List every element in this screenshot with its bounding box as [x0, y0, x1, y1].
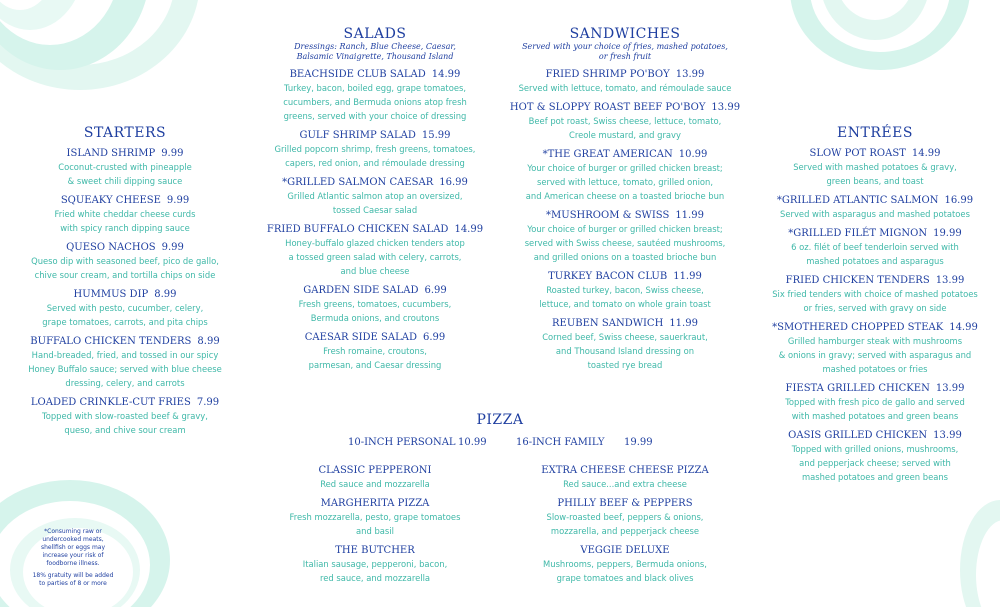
- menu-item-title: *GRILLED FILÉT MIGNON: [788, 228, 928, 239]
- menu-item-description: grape tomatoes and black olives: [556, 573, 694, 583]
- menu-item: [250, 284, 500, 325]
- menu-item-name: [500, 497, 750, 510]
- menu-item-name: [250, 223, 500, 236]
- menu-item-description: 6 oz. filét of beef tenderloin served with: [791, 242, 959, 252]
- menu-item-description: served with lettuce, tomato, grilled onion,: [536, 177, 714, 187]
- menu-item-description: and pepperjack cheese; served with: [799, 458, 951, 468]
- sandwiches-sub-line1: Served with your choice of fries, mashed potatoes,: [522, 42, 728, 51]
- menu-item-title: MARGHERITA PIZZA: [320, 498, 430, 509]
- menu-item-title: BUFFALO CHICKEN TENDERS: [30, 336, 192, 347]
- menu-item-description: and blue cheese: [340, 266, 410, 276]
- menu-item-price: 9.99: [161, 148, 184, 159]
- salads-list: [250, 68, 500, 372]
- menu-item-description: or fries, served with gravy on side: [803, 303, 947, 313]
- menu-item-name: [750, 194, 1000, 207]
- menu-item-description: Bermuda onions, and croutons: [310, 313, 440, 323]
- menu-item-name: [750, 429, 1000, 442]
- menu-item-description: Grilled hamburger steak with mushrooms: [787, 336, 963, 346]
- menu-item-name: [500, 270, 750, 283]
- pizza-size-family-label: 16-INCH FAMILY: [516, 437, 605, 448]
- menu-item-description: & onions in gravy; served with asparagus and: [778, 350, 972, 360]
- menu-item: [250, 464, 500, 491]
- menu-item: [0, 241, 250, 282]
- menu-item-description: and Thousand Island dressing on: [555, 346, 695, 356]
- starters-section: [0, 125, 250, 437]
- menu-item-title: GARDEN SIDE SALAD: [303, 285, 419, 296]
- menu-item-price: 11.99: [675, 210, 704, 221]
- menu-item: [500, 544, 750, 585]
- menu-item: [250, 68, 500, 123]
- menu-item-description: Served with lettuce, tomato, and rémoulade sauce: [518, 83, 732, 93]
- menu-item-description: Served with mashed potatoes & gravy,: [793, 162, 957, 172]
- menu-item-price: 14.99: [949, 322, 978, 333]
- note-line: 18% gratuity will be added: [32, 572, 114, 579]
- menu-item-description: green beans, and toast: [826, 176, 924, 186]
- menu-item-description: cucumbers, and Bermuda onions atop fresh: [283, 97, 467, 107]
- menu-item-name: [500, 209, 750, 222]
- menu-item-name: [250, 284, 500, 297]
- menu-item-description: Slow-roasted beef, peppers & onions,: [546, 512, 704, 522]
- menu-item-description: greens, served with your choice of dressing: [283, 111, 467, 121]
- menu-item-name: [250, 497, 500, 510]
- menu-item: [500, 68, 750, 95]
- salads-dressings-line1: Dressings: Ranch, Blue Cheese, Caesar,: [294, 42, 456, 51]
- menu-item: [0, 194, 250, 235]
- menu-item: [500, 101, 750, 142]
- menu-item-description: Your choice of burger or grilled chicken breast;: [527, 224, 723, 234]
- menu-item: [750, 147, 1000, 188]
- menu-item-name: [0, 241, 250, 254]
- menu-item-description: Fresh greens, tomatoes, cucumbers,: [298, 299, 452, 309]
- menu-item-name: [250, 176, 500, 189]
- menu-item-price: 19.99: [933, 228, 962, 239]
- menu-item-description: and basil: [356, 526, 394, 536]
- sandwiches-title: SANDWICHES: [569, 26, 681, 42]
- disclaimer-notes: [28, 528, 118, 592]
- salads-section: [250, 26, 500, 372]
- menu-item-description: Topped with slow-roasted beef & gravy,: [42, 411, 208, 421]
- menu-item: [500, 270, 750, 311]
- note-line: to parties of 8 or more: [39, 580, 107, 587]
- menu-item-description: mashed potatoes or fries: [822, 364, 928, 374]
- menu-item: [250, 223, 500, 278]
- menu-item-title: CAESAR SIDE SALAD: [304, 332, 417, 343]
- menu-item-description: lettuce, and tomato on whole grain toast: [539, 299, 711, 309]
- menu-item-price: 10.99: [678, 149, 708, 160]
- menu-item-title: VEGGIE DELUXE: [580, 545, 670, 556]
- menu-item-description: toasted rye bread: [587, 360, 663, 370]
- menu-item-price: 13.99: [711, 102, 741, 113]
- menu-item-title: HUMMUS DIP: [73, 289, 149, 300]
- salads-dressings-line2: Balsamic Vinaigrette, Thousand Island: [296, 52, 454, 61]
- menu-item-title: *GRILLED ATLANTIC SALMON: [776, 195, 939, 206]
- menu-item-description: Topped with grilled onions, mushrooms,: [791, 444, 959, 454]
- menu-item-price: 7.99: [196, 397, 220, 408]
- menu-item-name: [250, 464, 500, 477]
- menu-item: [250, 331, 500, 372]
- sandwiches-section: [500, 26, 750, 372]
- menu-item-title: PHILLY BEEF & PEPPERS: [557, 498, 693, 509]
- menu-item-description: mashed potatoes and asparagus: [806, 256, 944, 266]
- menu-item-name: [750, 147, 1000, 160]
- menu-item-name: [0, 335, 250, 348]
- entrees-section: [750, 125, 1000, 484]
- menu-item-name: [500, 544, 750, 557]
- menu-item-price: 9.99: [161, 242, 184, 253]
- menu-item: [500, 464, 750, 491]
- menu-item-description: Your choice of burger or grilled chicken breast;: [527, 163, 723, 173]
- menu-item-title: SLOW POT ROAST: [809, 148, 906, 159]
- menu-item-description: Grilled Atlantic salmon atop an oversized,: [287, 191, 463, 201]
- menu-item-description: and American cheese on a toasted brioche bun: [525, 191, 725, 201]
- menu-item-price: 16.99: [944, 195, 974, 206]
- menu-item-name: [750, 274, 1000, 287]
- menu-item: [0, 335, 250, 390]
- menu-item-name: [250, 544, 500, 557]
- menu-item-name: [750, 227, 1000, 240]
- menu-item-name: [0, 194, 250, 207]
- note-line: shellfish or eggs may: [40, 544, 106, 551]
- menu-item-price: 9.99: [166, 195, 190, 206]
- menu-item-title: REUBEN SANDWICH: [552, 318, 664, 329]
- menu-item-name: [750, 382, 1000, 395]
- menu-item-title: OASIS GRILLED CHICKEN: [788, 430, 928, 441]
- menu-item-price: 8.99: [154, 289, 177, 300]
- menu-item-price: 6.99: [422, 332, 446, 343]
- menu-item-name: [0, 147, 250, 160]
- menu-item: [500, 317, 750, 372]
- pizza-title: PIZZA: [476, 412, 524, 428]
- menu-item: [750, 382, 1000, 423]
- menu-item: [750, 274, 1000, 315]
- menu-item-description: capers, red onion, and rémoulade dressing: [285, 158, 465, 168]
- menu-item: [750, 429, 1000, 484]
- menu-item-description: tossed Caesar salad: [332, 205, 418, 215]
- menu-item-description: queso, and chive sour cream: [64, 425, 186, 435]
- menu-item-description: Honey-buffalo glazed chicken tenders atop: [285, 238, 465, 248]
- menu-item-title: ISLAND SHRIMP: [66, 148, 156, 159]
- menu-item-description: Fresh mozzarella, pesto, grape tomatoes: [289, 512, 461, 522]
- menu-item-title: *SMOTHERED CHOPPED STEAK: [772, 322, 944, 333]
- menu-item-description: Roasted turkey, bacon, Swiss cheese,: [546, 285, 704, 295]
- menu-item-price: 13.99: [935, 383, 965, 394]
- menu-item-description: Honey Buffalo sauce; served with blue cheese: [28, 364, 222, 374]
- menu-item-name: [0, 288, 250, 301]
- menu-item-price: 8.99: [197, 336, 220, 347]
- menu-item-price: 11.99: [669, 318, 698, 329]
- menu-item-description: Red sauce and mozzarella: [320, 479, 430, 489]
- menu-item-title: SQUEAKY CHEESE: [60, 195, 161, 206]
- menu-item-price: 16.99: [439, 177, 468, 188]
- gratuity-note: [28, 572, 118, 588]
- menu-item: [750, 194, 1000, 221]
- note-line: increase your risk of: [42, 552, 104, 559]
- menu-item: [500, 148, 750, 203]
- menu-item-description: red sauce, and mozzarella: [319, 573, 431, 583]
- menu-item-description: a tossed green salad with celery, carrots,: [288, 252, 462, 262]
- menu-item-description: Coconut-crusted with pineapple: [58, 162, 192, 172]
- menu-item-title: *GRILLED SALMON CAESAR: [282, 177, 434, 188]
- pizza-left-list: [250, 458, 500, 585]
- note-line: undercooked meats,: [42, 536, 104, 543]
- menu-item-description: Six fried tenders with choice of mashed potatoes: [772, 289, 978, 299]
- starters-list: [0, 147, 250, 437]
- menu-item-description: Queso dip with seasoned beef, pico de gallo,: [31, 256, 219, 266]
- menu-item-title: FIESTA GRILLED CHICKEN: [785, 383, 930, 394]
- menu-item-description: grape tomatoes, carrots, and pita chips: [42, 317, 208, 327]
- menu-item-title: LOADED CRINKLE-CUT FRIES: [30, 397, 191, 408]
- menu-item-title: FRIED SHRIMP PO'BOY: [545, 69, 670, 80]
- entrees-title: ENTRÉES: [837, 125, 913, 141]
- menu-item-description: Fresh romaine, croutons,: [323, 346, 427, 356]
- menu-item-name: [500, 317, 750, 330]
- menu-item-title: BEACHSIDE CLUB SALAD: [289, 69, 426, 80]
- menu-item: [0, 288, 250, 329]
- menu-item-description: Italian sausage, pepperoni, bacon,: [302, 559, 448, 569]
- menu-item: [250, 544, 500, 585]
- menu-item-description: served with Swiss cheese, sautéed mushrooms,: [524, 238, 726, 248]
- menu-item-price: 15.99: [421, 130, 451, 141]
- menu-item-name: [500, 148, 750, 161]
- menu-item-description: Grilled popcorn shrimp, fresh greens, tomatoes,: [274, 144, 476, 154]
- menu-item-description: Turkey, bacon, boiled egg, grape tomatoes,: [283, 83, 467, 93]
- pizza-size-family-price: 19.99: [624, 437, 653, 448]
- menu-item: [0, 396, 250, 437]
- menu-item-price: 13.99: [935, 275, 965, 286]
- menu-item-title: TURKEY BACON CLUB: [548, 271, 668, 282]
- menu-item-title: *MUSHROOM & SWISS: [546, 210, 670, 221]
- pizza-size-personal-label: 10-INCH PERSONAL: [348, 437, 456, 448]
- menu-item-title: CLASSIC PEPPERONI: [318, 465, 432, 476]
- menu-item-description: Served with pesto, cucumber, celery,: [46, 303, 204, 313]
- starters-title: STARTERS: [83, 125, 167, 141]
- menu-item-description: parmesan, and Caesar dressing: [308, 360, 442, 370]
- note-line: foodborne illness.: [46, 560, 100, 567]
- menu-item-description: Corned beef, Swiss cheese, sauerkraut,: [542, 332, 708, 342]
- menu-item-description: dressing, celery, and carrots: [65, 378, 185, 388]
- menu-item-description: & sweet chili dipping sauce: [67, 176, 183, 186]
- menu-item-price: 14.99: [454, 224, 484, 235]
- menu-item-title: THE BUTCHER: [335, 545, 415, 556]
- menu-item: [500, 497, 750, 538]
- menu-item-name: [500, 68, 750, 81]
- menu-item: [250, 176, 500, 217]
- raw-food-warning: [28, 528, 118, 568]
- menu-item-description: Red sauce...and extra cheese: [563, 479, 687, 489]
- sandwiches-sub-line2: or fresh fruit: [598, 52, 652, 61]
- menu-item: [750, 321, 1000, 376]
- sandwiches-list: [500, 68, 750, 372]
- menu-item-description: Served with asparagus and mashed potatoes: [780, 209, 970, 219]
- menu-item: [250, 129, 500, 170]
- menu-item-description: and grilled onions on a toasted brioche bun: [533, 252, 717, 262]
- menu-item: [500, 209, 750, 264]
- pizza-size-personal-price: 10.99: [458, 437, 487, 448]
- menu-item-description: mozzarella, and pepperjack cheese: [550, 526, 700, 536]
- menu-item-description: Topped with fresh pico de gallo and served: [785, 397, 965, 407]
- menu-item-title: GULF SHRIMP SALAD: [299, 130, 416, 141]
- menu-item-description: Mushrooms, peppers, Bermuda onions,: [543, 559, 707, 569]
- menu-item-title: QUESO NACHOS: [66, 242, 156, 253]
- menu-item-description: with spicy ranch dipping sauce: [60, 223, 190, 233]
- menu-item-price: 13.99: [933, 430, 962, 441]
- menu-item-description: Hand-breaded, fried, and tossed in our spicy: [31, 350, 219, 360]
- pizza-right-list: [500, 458, 750, 585]
- menu-item-description: Creole mustard, and gravy: [569, 130, 681, 140]
- menu-item-name: [250, 129, 500, 142]
- menu-item: [250, 497, 500, 538]
- menu-item-name: [750, 321, 1000, 334]
- menu-item-name: [0, 396, 250, 409]
- menu-item-price: 14.99: [431, 69, 461, 80]
- menu-item-price: 6.99: [424, 285, 447, 296]
- menu-item-description: mashed potatoes and green beans: [801, 472, 949, 482]
- menu-item-title: *THE GREAT AMERICAN: [542, 149, 673, 160]
- menu-item: [0, 147, 250, 188]
- note-line: *Consuming raw or: [44, 528, 102, 535]
- menu-item-name: [500, 101, 750, 114]
- menu-item-name: [500, 464, 750, 477]
- menu-item: [750, 227, 1000, 268]
- menu-item-description: chive sour cream, and tortilla chips on side: [34, 270, 216, 280]
- menu-item-title: FRIED BUFFALO CHICKEN SALAD: [266, 224, 449, 235]
- menu-item-price: 11.99: [673, 271, 702, 282]
- menu-item-name: [250, 68, 500, 81]
- menu-item-price: 13.99: [675, 69, 705, 80]
- menu-item-title: EXTRA CHEESE CHEESE PIZZA: [541, 465, 709, 476]
- menu-item-price: 14.99: [911, 148, 941, 159]
- menu-item-description: Beef pot roast, Swiss cheese, lettuce, tomato,: [528, 116, 722, 126]
- menu-item-description: Fried white cheddar cheese curds: [54, 209, 196, 219]
- menu-item-title: FRIED CHICKEN TENDERS: [785, 275, 930, 286]
- menu-item-title: HOT & SLOPPY ROAST BEEF PO'BOY: [509, 102, 706, 113]
- salads-title: SALADS: [343, 26, 407, 42]
- pizza-section: [250, 412, 750, 428]
- entrees-list: [750, 147, 1000, 484]
- menu-item-description: with mashed potatoes and green beans: [791, 411, 959, 421]
- menu-item-name: [250, 331, 500, 344]
